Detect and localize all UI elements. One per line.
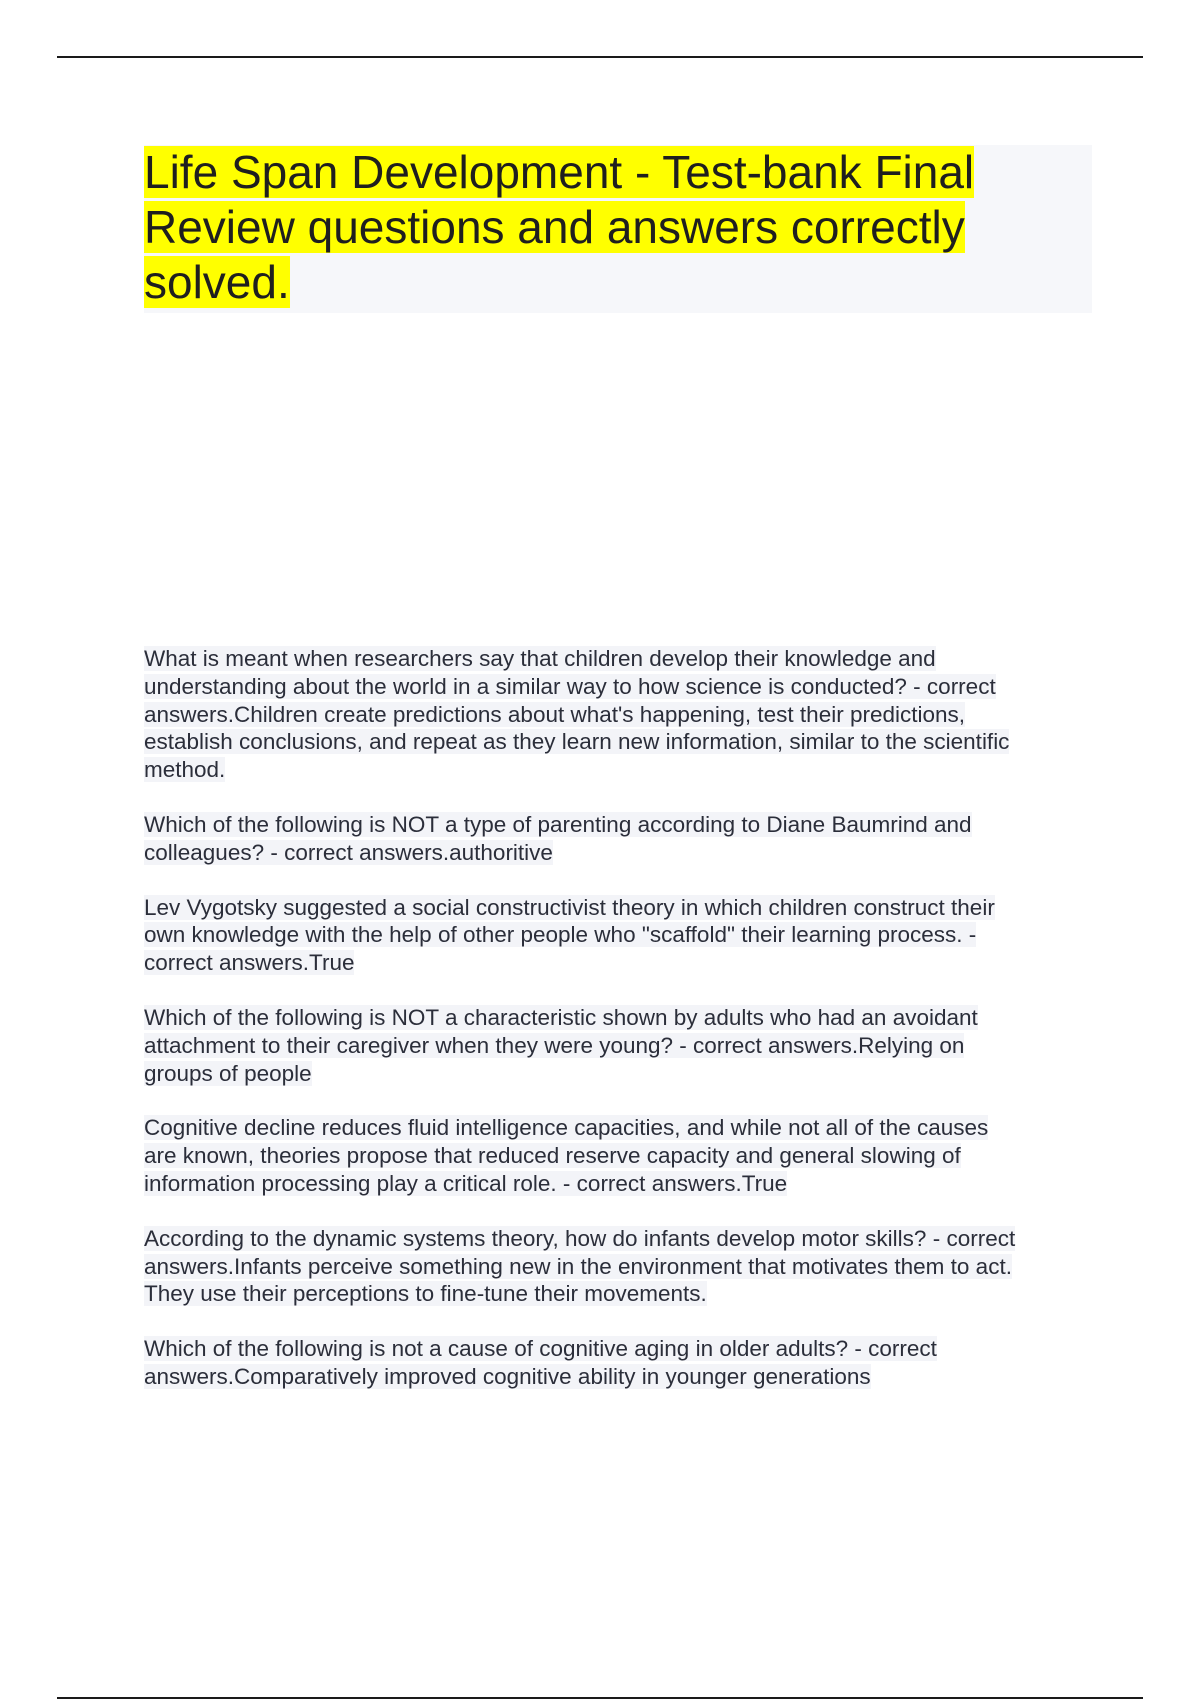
qa-line: are known, theories propose that reduced reserve capacity and general slowing of (144, 1143, 961, 1169)
qa-line: information processing play a critical role. - correct answers.True (144, 1170, 788, 1196)
qa-line: Cognitive decline reduces fluid intelligence capacities, and while not all of the causes (144, 1115, 989, 1141)
top-rule (57, 56, 1143, 58)
qa-line: method. (144, 757, 226, 783)
qa-item (144, 894, 1094, 977)
qa-item (144, 1004, 1094, 1087)
qa-line: answers.Infants perceive something new in the environment that motivates them to act. (144, 1253, 1012, 1279)
title-block (144, 145, 1092, 313)
bottom-rule (57, 1697, 1143, 1699)
qa-item (144, 811, 1094, 867)
qa-line: colleagues? - correct answers.authoritive (144, 839, 553, 865)
qa-line: According to the dynamic systems theory, how do infants develop motor skills? - correct (144, 1225, 1016, 1251)
qa-line: Which of the following is NOT a characteristic shown by adults who had an avoidant (144, 1004, 978, 1030)
qa-line: understanding about the world in a similar way to how science is conducted? - correct (144, 673, 996, 699)
qa-item (144, 1335, 1094, 1391)
qa-item (144, 1225, 1094, 1308)
qa-line: What is meant when researchers say that children develop their knowledge and (144, 646, 936, 671)
qa-line: Which of the following is not a cause of cognitive aging in older adults? - correct (144, 1336, 937, 1362)
qa-line: establish conclusions, and repeat as they learn new information, similar to the scientific (144, 729, 1010, 755)
qa-line: Lev Vygotsky suggested a social constructivist theory in which children construct their (144, 894, 995, 920)
qa-line: groups of people (144, 1060, 312, 1086)
qa-item (144, 1114, 1094, 1197)
document-title (144, 145, 1092, 310)
qa-item (144, 645, 1094, 784)
qa-line: attachment to their caregiver when they were young? - correct answers.Relying on (144, 1032, 965, 1058)
title-line: solved. (144, 256, 290, 308)
qa-line: Which of the following is NOT a type of parenting according to Diane Baumrind and (144, 811, 972, 837)
title-line: Review questions and answers correctly (144, 201, 965, 253)
qa-list (144, 645, 1094, 1418)
qa-line: answers.Comparatively improved cognitive ability in younger generations (144, 1363, 871, 1389)
qa-line: They use their perceptions to fine-tune their movements. (144, 1281, 707, 1307)
qa-line: correct answers.True (144, 950, 355, 976)
qa-line: own knowledge with the help of other people who "scaffold" their learning process. - (144, 922, 977, 948)
title-line: Life Span Development - Test-bank Final (144, 146, 975, 198)
qa-line: answers.Children create predictions about what's happening, test their predictions, (144, 701, 966, 727)
